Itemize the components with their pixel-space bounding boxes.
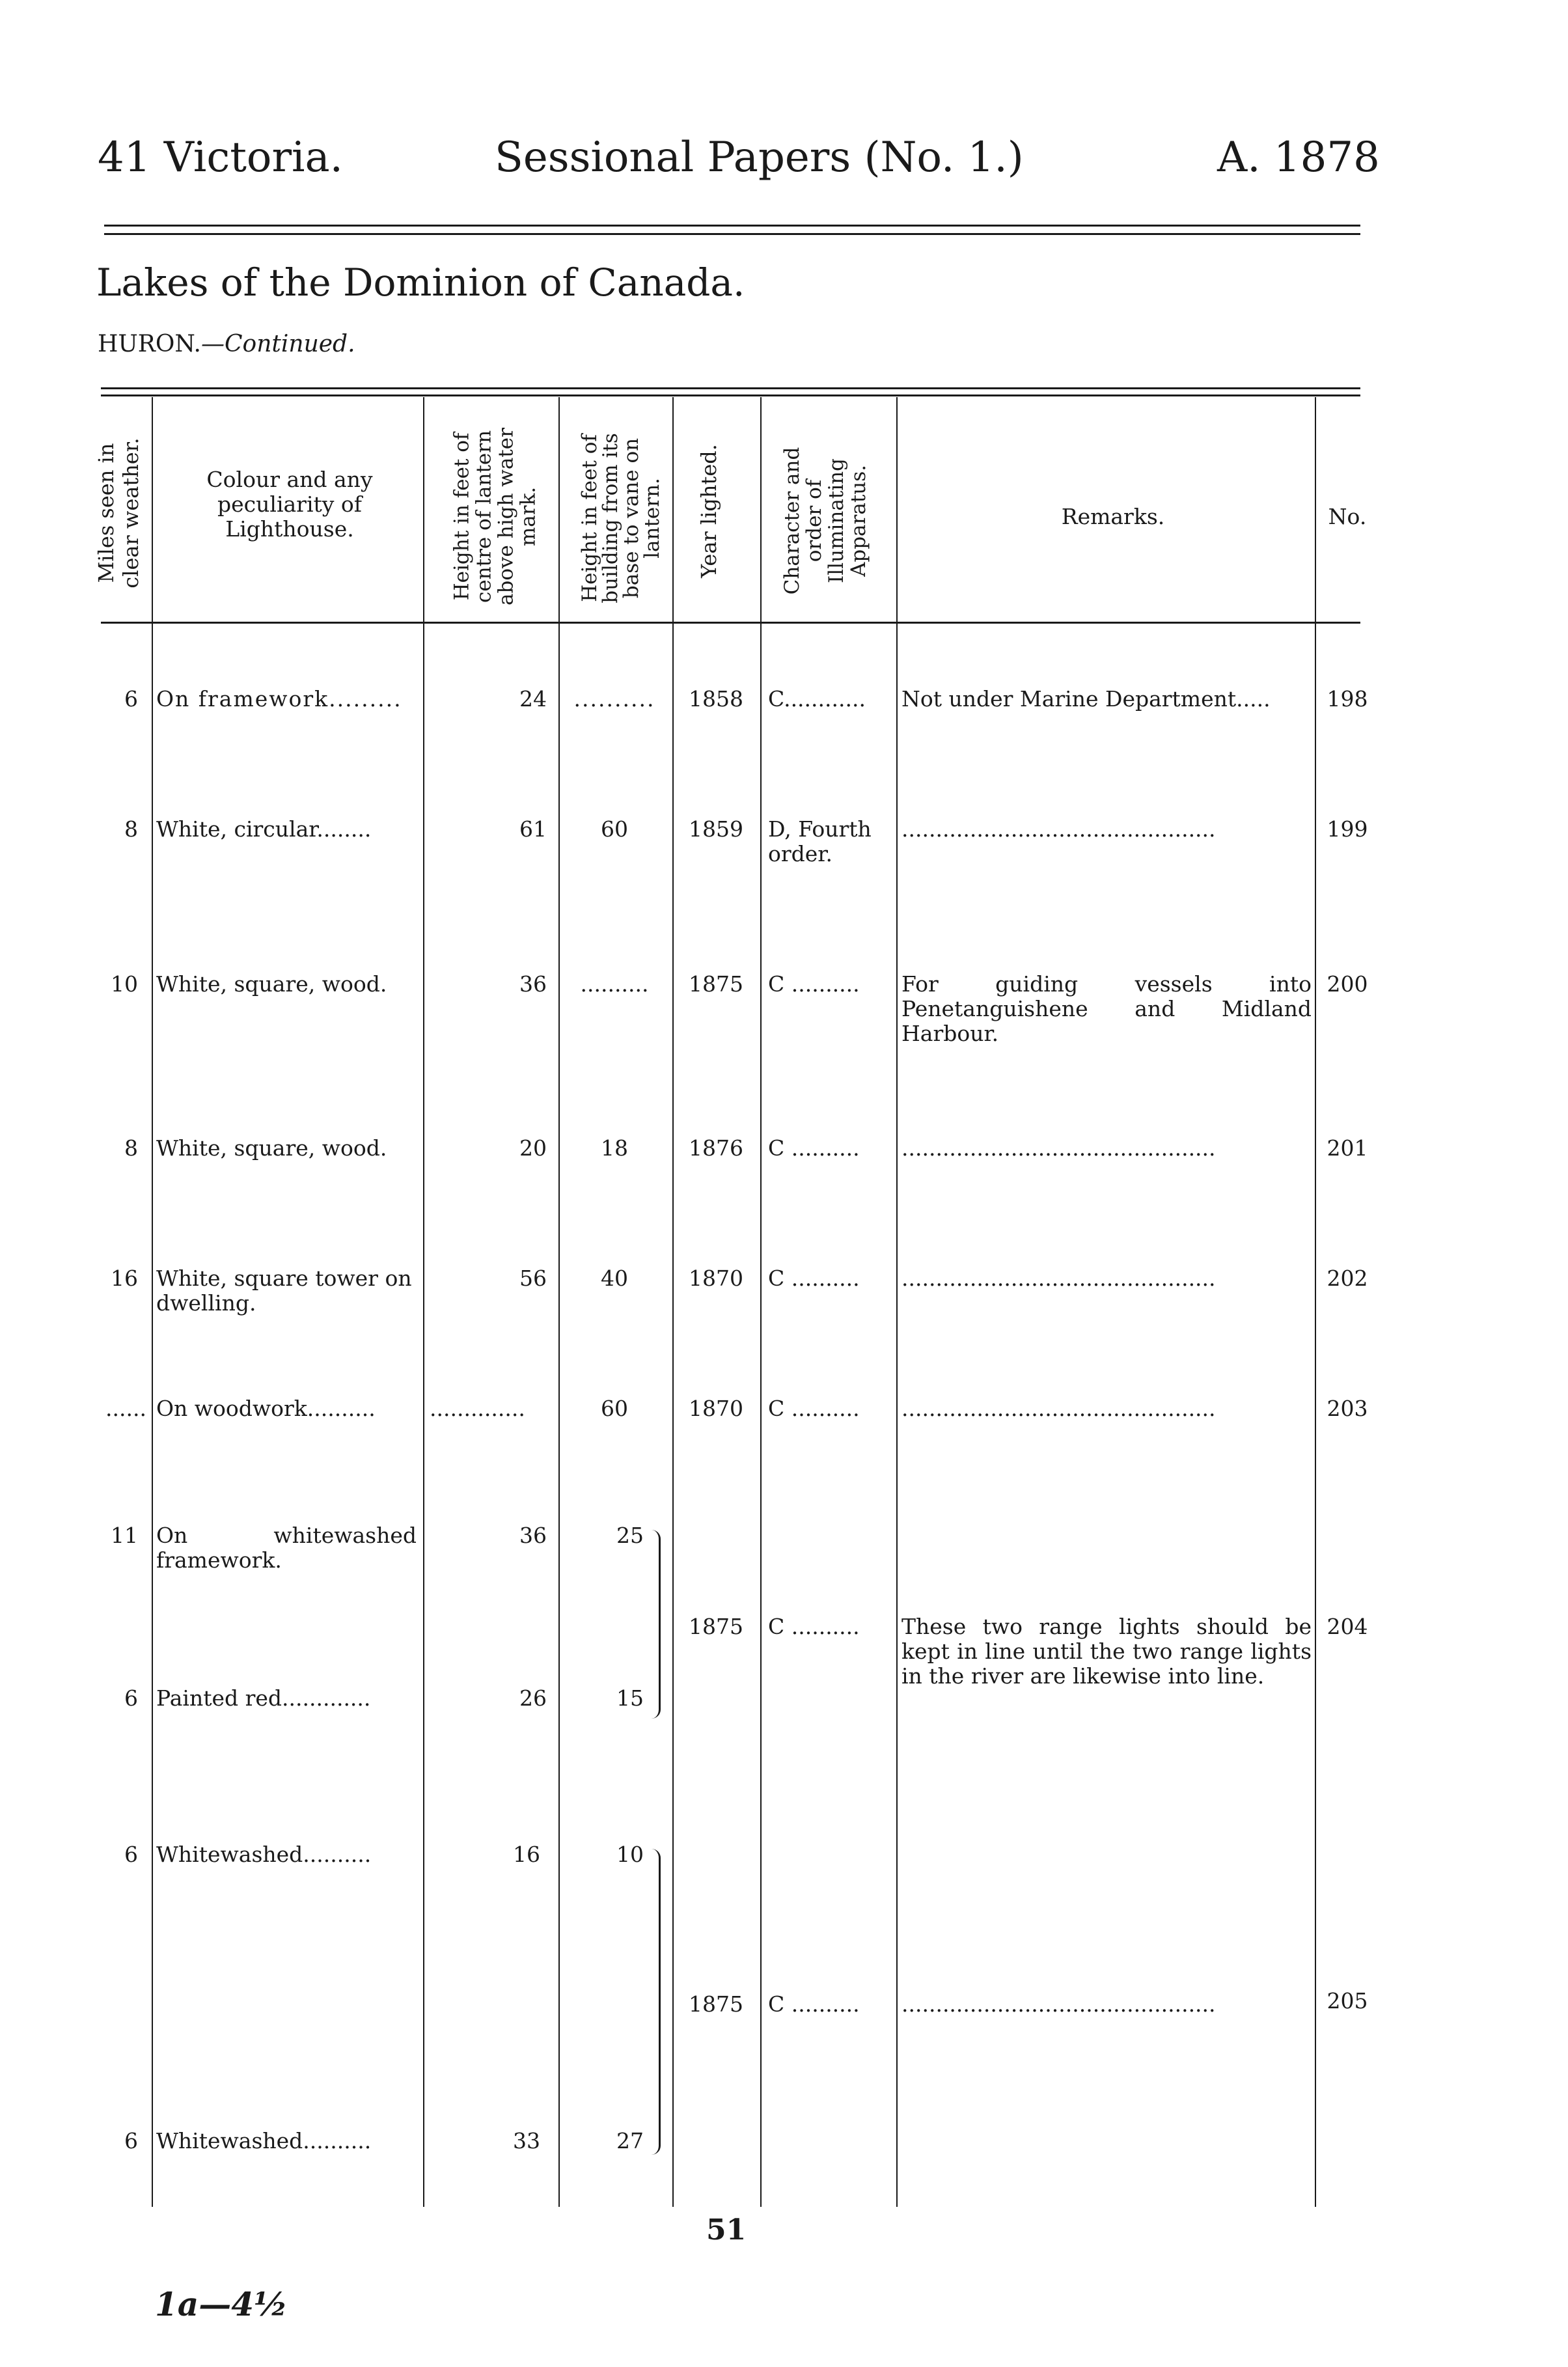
col-header-height-lantern: Height in feet of centre of lantern above high water mark. bbox=[450, 428, 540, 605]
row-height-building: 40 bbox=[601, 1266, 628, 1291]
row-remarks: .............................................. bbox=[901, 1136, 1216, 1161]
row-height-lantern: 33 bbox=[513, 2128, 540, 2153]
page-number: 51 bbox=[706, 2213, 747, 2247]
row-remarks: .............................................. bbox=[901, 817, 1216, 842]
row-miles: 6 bbox=[124, 2128, 138, 2153]
group-year: 1875 bbox=[689, 1991, 743, 2017]
row-miles: 11 bbox=[111, 1523, 138, 1548]
col-divider-7 bbox=[1315, 397, 1316, 2207]
col-header-height-building: Height in feet of building from its base to vane on lantern. bbox=[578, 433, 664, 603]
row-colour: White, circular........ bbox=[156, 817, 372, 842]
group-remarks: .............................................. bbox=[901, 1992, 1216, 2017]
row-year: 1858 bbox=[689, 686, 743, 712]
row-height-lantern: 61 bbox=[519, 816, 547, 842]
col-header-year: Year lighted. bbox=[696, 444, 721, 578]
row-colour: Whitewashed.......... bbox=[156, 1842, 372, 1867]
row-height-lantern: .............. bbox=[430, 1396, 525, 1421]
col-divider-4 bbox=[672, 397, 674, 2207]
col-divider-3 bbox=[558, 397, 560, 2207]
row-height-lantern: 26 bbox=[519, 1685, 547, 1711]
row-no: 203 bbox=[1327, 1396, 1368, 1421]
row-no: 201 bbox=[1327, 1135, 1368, 1161]
col-header-colour: Colour and any peculiarity of Lighthouse. bbox=[206, 467, 373, 542]
row-year: 1876 bbox=[689, 1135, 743, 1161]
header-rule-bottom bbox=[104, 233, 1360, 235]
col-divider-5 bbox=[760, 397, 762, 2207]
col-header-remarks: Remarks. bbox=[1061, 504, 1165, 529]
row-height-building: 10 bbox=[616, 1842, 644, 1867]
group-character: C .......... bbox=[768, 1992, 860, 2017]
row-character: C .......... bbox=[768, 1136, 860, 1161]
col-divider-6 bbox=[896, 397, 898, 2207]
row-height-lantern: 56 bbox=[519, 1266, 547, 1291]
row-no: 198 bbox=[1327, 686, 1368, 712]
row-height-building: 15 bbox=[616, 1685, 644, 1711]
row-character: D, Fourth order. bbox=[768, 816, 872, 866]
row-character: C .......... bbox=[768, 1266, 860, 1291]
group-character: C .......... bbox=[768, 1614, 860, 1639]
row-miles: 16 bbox=[111, 1266, 138, 1291]
row-height-building: 60 bbox=[601, 1396, 628, 1421]
row-miles: 6 bbox=[124, 1685, 138, 1711]
row-colour: On whitewashed framework. bbox=[156, 1523, 417, 1573]
row-miles: 8 bbox=[124, 816, 138, 842]
row-colour: On woodwork.......... bbox=[156, 1396, 376, 1421]
section-title: Lakes of the Dominion of Canada. bbox=[96, 260, 745, 305]
row-no: 200 bbox=[1327, 971, 1368, 997]
row-height-lantern: 20 bbox=[519, 1135, 547, 1161]
row-remarks: .............................................. bbox=[901, 1266, 1216, 1291]
table-rule-top-2 bbox=[101, 394, 1360, 396]
row-height-building: 60 bbox=[601, 816, 628, 842]
header-center: Sessional Papers (No. 1.) bbox=[495, 133, 1024, 182]
row-height-building: 18 bbox=[601, 1135, 628, 1161]
row-year: 1859 bbox=[689, 816, 743, 842]
row-colour: White, square, wood. bbox=[156, 972, 387, 997]
brace-205 bbox=[651, 1849, 661, 2155]
row-height-lantern: 24 bbox=[519, 686, 547, 712]
subtitle-cont: —Continued. bbox=[201, 331, 355, 357]
section-subtitle bbox=[98, 331, 355, 357]
header-rule-top bbox=[104, 225, 1360, 227]
row-miles: ...... bbox=[105, 1396, 146, 1421]
row-no: 202 bbox=[1327, 1266, 1368, 1291]
row-height-building: 27 bbox=[616, 2128, 644, 2153]
row-height-building: .......... bbox=[580, 971, 649, 997]
col-header-miles: Miles seen in clear weather. bbox=[94, 437, 143, 588]
row-year: 1875 bbox=[689, 971, 743, 997]
row-miles: 8 bbox=[124, 1135, 138, 1161]
row-character: C .......... bbox=[768, 1396, 860, 1421]
row-height-lantern: 36 bbox=[519, 1523, 547, 1548]
row-no: 199 bbox=[1327, 816, 1368, 842]
row-miles: 10 bbox=[111, 971, 138, 997]
row-height-lantern: 36 bbox=[519, 971, 547, 997]
row-year: 1870 bbox=[689, 1396, 743, 1421]
row-year: 1870 bbox=[689, 1266, 743, 1291]
row-miles: 6 bbox=[124, 1842, 138, 1867]
row-colour: Whitewashed.......... bbox=[156, 2129, 372, 2153]
row-colour: Painted red............. bbox=[156, 1686, 371, 1711]
table-head-rule bbox=[101, 622, 1360, 624]
row-character: C............ bbox=[768, 687, 866, 712]
col-divider-1 bbox=[152, 397, 153, 2207]
row-colour: White, square, wood. bbox=[156, 1136, 387, 1161]
col-header-no: No. bbox=[1328, 504, 1367, 529]
row-character: C .......... bbox=[768, 972, 860, 997]
header-left: 41 Victoria. bbox=[98, 133, 343, 182]
row-colour: On framework......... bbox=[156, 687, 402, 712]
col-divider-2 bbox=[423, 397, 424, 2207]
row-height-building: 25 bbox=[616, 1523, 644, 1548]
row-height-building: .......... bbox=[573, 686, 655, 712]
row-height-lantern: 16 bbox=[513, 1842, 540, 1867]
group-year: 1875 bbox=[689, 1614, 743, 1639]
row-remarks: For guiding vessels into Penetanguishene and Midland Harbour. bbox=[901, 971, 1312, 1046]
col-header-character: Character and order of Illuminating Apparatus. bbox=[780, 447, 870, 595]
subtitle-main: HURON. bbox=[98, 331, 201, 357]
footer-signature: 1a—4½ bbox=[155, 2285, 288, 2323]
group-no: 205 bbox=[1327, 1988, 1368, 2014]
row-remarks: .............................................. bbox=[901, 1396, 1216, 1421]
brace-204 bbox=[651, 1530, 661, 1719]
header-right: A. 1878 bbox=[1217, 133, 1380, 182]
group-no: 204 bbox=[1327, 1614, 1368, 1639]
group-remarks: These two range lights should be kept in line until the two range lights in the river are likewise into line. bbox=[901, 1614, 1312, 1689]
table-rule-top-1 bbox=[101, 387, 1360, 389]
row-miles: 6 bbox=[124, 686, 138, 712]
row-colour: White, square tower on dwelling. bbox=[156, 1266, 412, 1316]
row-remarks: Not under Marine Department..... bbox=[901, 687, 1271, 712]
